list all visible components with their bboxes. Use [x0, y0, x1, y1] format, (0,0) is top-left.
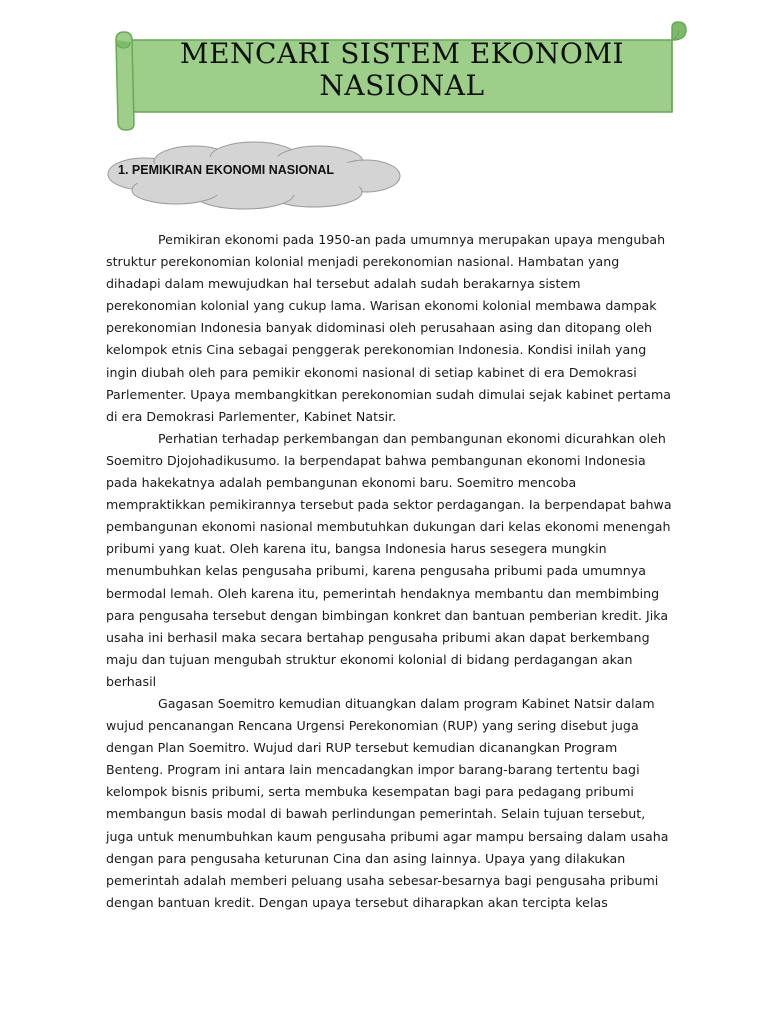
- paragraph-line: juga untuk menumbuhkan kaum pengusaha pribumi agar mampu bersaing dalam usaha: [106, 828, 669, 844]
- paragraph-line: Pemikiran ekonomi pada 1950-an pada umumnya merupakan upaya mengubah: [158, 232, 666, 247]
- paragraph-line: Gagasan Soemitro kemudian dituangkan dalam program Kabinet Natsir dalam: [158, 695, 655, 711]
- paragraph-line: berhasil: [106, 673, 157, 689]
- paragraph-line: perekonomian kolonial yang cukup lama. Warisan ekonomi kolonial membawa dampak: [106, 298, 657, 314]
- paragraph-line: dengan Plan Soemitro. Wujud dari RUP tersebut kemudian dicanangkan Program: [106, 740, 618, 756]
- paragraph-line: dihadapi dalam mewujudkan hal tersebut adalah sudah berakarnya sistem: [106, 276, 581, 292]
- title-banner-scroll: [112, 20, 692, 132]
- body-text: [106, 229, 702, 914]
- paragraph-line: Perhatian terhadap perkembangan dan pembangunan ekonomi dicurahkan oleh: [158, 430, 666, 446]
- paragraph-line: Soemitro Djojohadikusumo. Ia berpendapat bahwa pembangunan ekonomi Indonesia: [106, 452, 646, 468]
- paragraph-line: kelompok etnis Cina sebagai penggerak perekonomian Indonesia. Kondisi inilah yang: [106, 342, 647, 358]
- section-heading-cloud: [104, 140, 404, 212]
- section-heading: 1. PEMIKIRAN EKONOMI NASIONAL: [118, 163, 334, 177]
- paragraph-line: Benteng. Program ini antara lain mencadangkan impor barang-barang tertentu bagi: [106, 762, 640, 778]
- paragraph-line: dengan para pengusaha keturunan Cina dan asing lainnya. Upaya yang dilakukan: [106, 850, 626, 866]
- paragraph-line: pada hakekatnya adalah pembangunan ekonomi baru. Soemitro mencoba: [106, 475, 577, 491]
- paragraph-line: para pengusaha tersebut dengan bimbingan konkret dan bantuan pemberian kredit. Jika: [106, 607, 669, 623]
- paragraph-line: usaha ini berhasil maka secara bertahap pengusaha pribumi akan dapat berkembang: [106, 629, 650, 645]
- paragraph-line: bermodal lemah. Oleh karena itu, pemerintah hendaknya membantu dan membimbing: [106, 585, 660, 601]
- paragraph-line: di era Demokrasi Parlementer, Kabinet Natsir.: [106, 408, 397, 424]
- paragraph-line: menumbuhkan kelas pengusaha pribumi, karena pengusaha pribumi pada umumnya: [106, 563, 646, 579]
- paragraph-line: Parlementer. Upaya membangkitkan perekonomian sudah dimulai sejak kabinet pertama: [106, 386, 672, 402]
- page-title: MENCARI SISTEM EKONOMI NASIONAL: [179, 37, 625, 102]
- paragraph-line: dengan bantuan kredit. Dengan upaya tersebut diharapkan akan tercipta kelas: [106, 894, 608, 910]
- paragraph-line: pribumi yang kuat. Oleh karena itu, bangsa Indonesia harus sesegera mungkin: [106, 541, 607, 557]
- paragraph-line: pembangunan ekonomi nasional membutuhkan dukungan dari kelas ekonomi menengah: [106, 519, 671, 535]
- paragraph-line: perekonomian Indonesia banyak didominasi oleh perusahaan asing dan ditopang oleh: [106, 320, 653, 336]
- paragraph-line: pemerintah adalah memberi peluang usaha sebesar-besarnya bagi pengusaha pribumi: [106, 872, 659, 888]
- paragraph-line: wujud pencanangan Rencana Urgensi Perekonomian (RUP) yang sering disebut juga: [106, 718, 639, 734]
- paragraph-line: struktur perekonomian kolonial menjadi perekonomian nasional. Hambatan yang: [106, 254, 620, 270]
- paragraph-line: ingin diubah oleh para pemikir ekonomi nasional di setiap kabinet di era Demokrasi: [106, 364, 637, 380]
- paragraph-line: kelompok bisnis pribumi, serta membuka kesempatan bagi para pedagang pribumi: [106, 784, 634, 800]
- paragraph-line: membangun basis modal di bawah perlindungan pemerintah. Selain tujuan tersebut,: [106, 806, 646, 822]
- paragraph-line: maju dan tujuan mengubah struktur ekonomi kolonial di bidang perdagangan akan: [106, 651, 633, 667]
- paragraph-line: mempraktikkan pemikirannya tersebut pada sektor perdagangan. Ia berpendapat bahwa: [106, 497, 672, 513]
